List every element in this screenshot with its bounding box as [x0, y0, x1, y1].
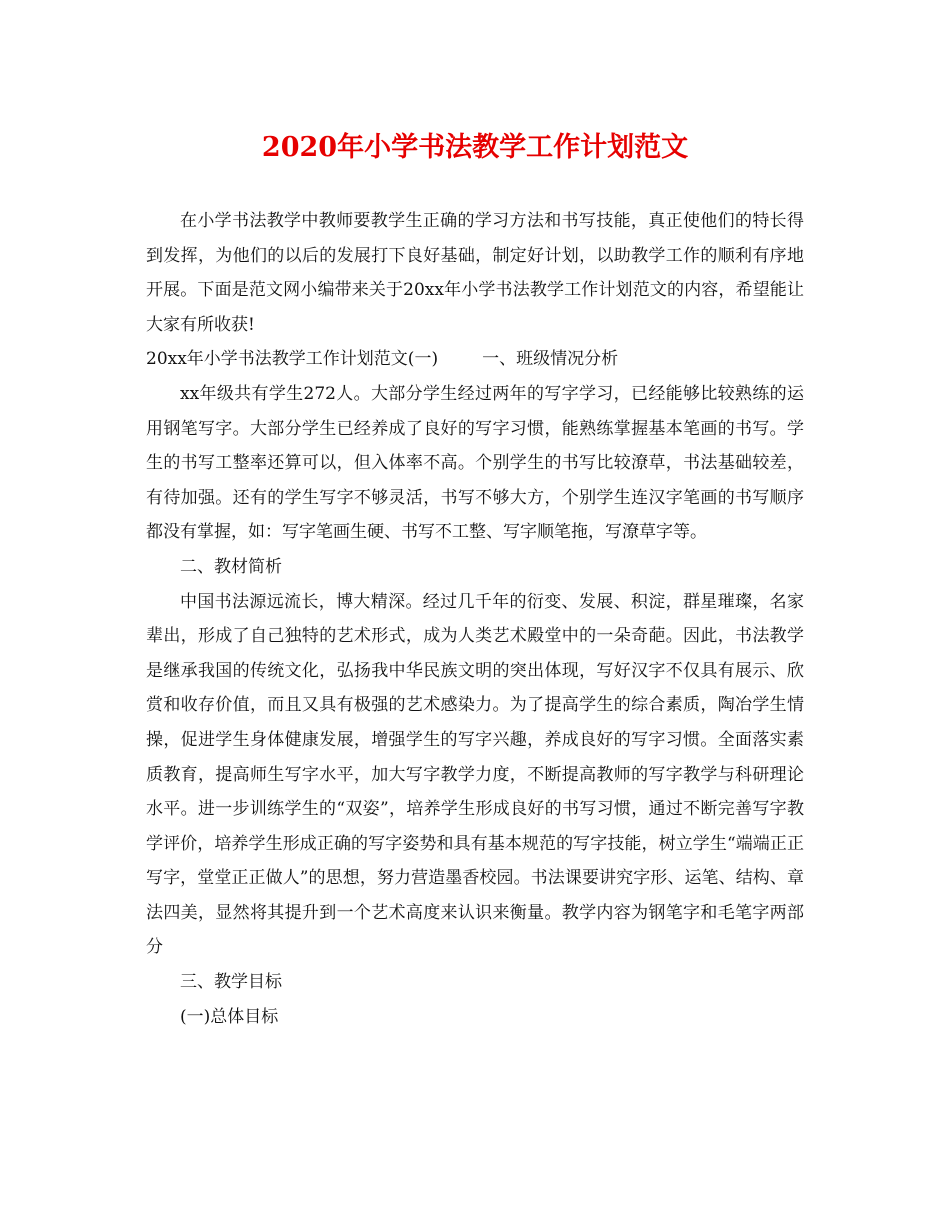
section3-subheading: (一)总体目标	[180, 1006, 279, 1027]
intro-paragraph: 在小学书法教学中教师要教学生正确的学习方法和书写技能，真正使他们的特长得到发挥，为他们的以后的发展打下良好基础，制定好计划，以助教学工作的顺利有序地开展。下面是范文网小编带来关于20xx年小学书法教学工作计划范文的内容，希望能让大家有所收获!	[146, 211, 804, 335]
section2-heading: 二、教材简析	[180, 556, 282, 577]
section1-body: xx年级共有学生272人。大部分学生经过两年的写字学习，已经能够比较熟练的运用钢笔写字。大部分学生已经养成了良好的写字习惯，能熟练掌握基本笔画的书写。学生的书写工整率还算可以，但入体率不高。个别学生的书写比较潦草，书法基础较差，有待加强。还有的学生写字不够灵活，书写不够大方，个别学生连汉字笔画的书写顺序都没有掌握，如：写字笔画生硬、书写不工整、写字顺笔拖，写潦草字等。	[146, 383, 804, 543]
section1-heading: 一、班级情况分析	[482, 349, 619, 370]
subtitle-line	[146, 342, 804, 377]
article-subtitle: 20xx年小学书法教学工作计划范文(一)	[146, 349, 439, 370]
section2-body: 中国书法源远流长，博大精深。经过几千年的衍变、发展、积淀，群星璀璨，名家辈出，形成了自己独特的艺术形式，成为人类艺术殿堂中的一朵奇葩。因此，书法教学是继承我国的传统文化，弘扬我中华民族文明的突出体现，写好汉字不仅具有展示、欣赏和收存价值，而且又具有极强的艺术感染力。为了提高学生的综合素质，陶冶学生情操，促进学生身体健康发展，增强学生的写字兴趣，养成良好的写字习惯。全面落实素质教育，提高师生写字水平，加大写字教学力度，不断提高教师的写字教学与科研理论水平。进一步训练学生的“双姿”，培养学生形成良好的书写习惯，通过不断完善写字教学评价，培养学生形成正确的写字姿势和具有基本规范的写字技能，树立学生“端端正正写字，堂堂正正做人”的思想，努力营造墨香校园。书法课要讲究字形、运笔、结构、章法四美，显然将其提升到一个艺术高度来认识来衡量。教学内容为钢笔字和毛笔字两部分	[146, 591, 804, 958]
document-title: 2020年小学书法教学工作计划范文	[261, 132, 689, 163]
document-body	[146, 204, 804, 1034]
section3-heading: 三、教学目标	[180, 972, 282, 993]
